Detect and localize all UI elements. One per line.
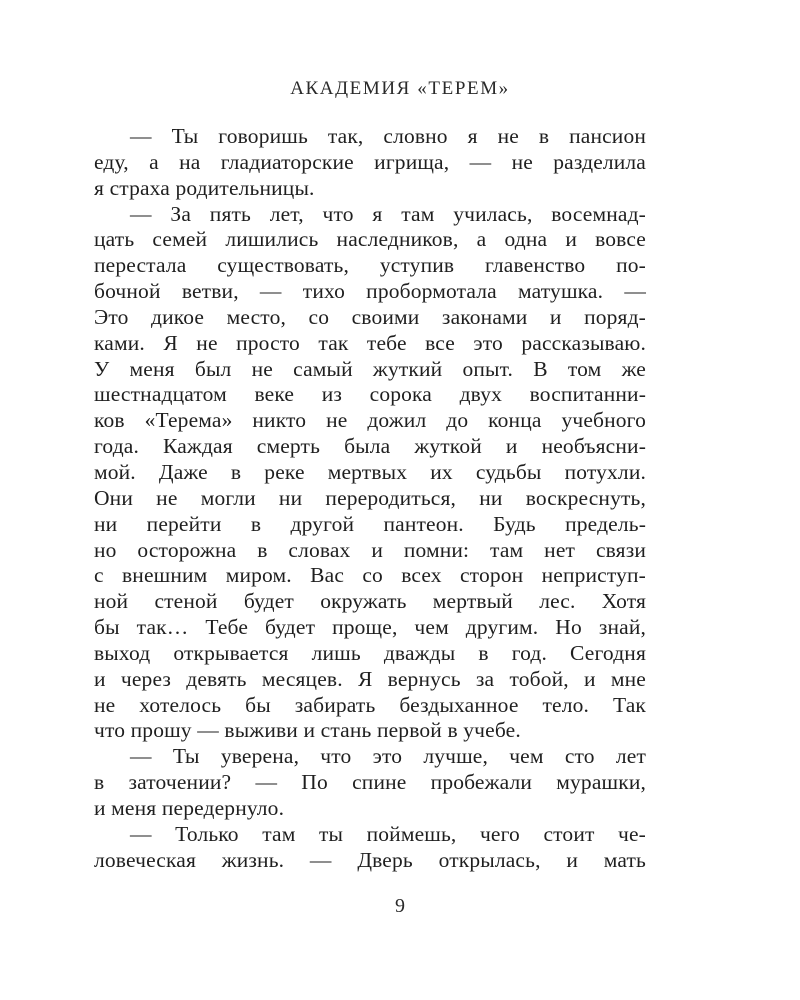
text-line: ни перейти в другой пантеон. Будь предель- [94,511,646,536]
text-line: — Ты говоришь так, словно я не в пансион [130,124,646,148]
text-line: — Только там ты поймешь, чего стоит че- [130,821,646,846]
text-line: цать семей лишились наследников, а одна и вовсе [94,227,646,252]
running-head: АКАДЕМИЯ «ТЕРЕМ» [290,78,510,99]
text-line: Это дикое место, со своими законами и поряд- [94,304,646,329]
text-line: мой. Даже в реке мертвых их судьбы потухли. [94,459,646,484]
text-line: в заточении? — По спине пробежали мурашки, [94,770,646,795]
text-line: — Ты уверена, что это лучше, чем сто лет [130,744,646,769]
text-line: выход открывается лишь дважды в год. Сегодня [94,640,646,665]
text-line: и через девять месяцев. Я вернусь за тобой, и мне [94,666,646,691]
text-line: и меня передернуло. [94,795,285,820]
text-line: перестала существовать, уступив главенство по- [94,253,646,278]
text-line: Они не могли ни переродиться, ни воскреснуть, [94,485,646,510]
text-line: что прошу — выживи и стань первой в учебе. [94,718,521,743]
text-line: шестнадцатом веке из сорока двух воспитанни- [94,382,646,407]
text-line: с внешним миром. Вас со всех сторон неприступ- [94,563,646,588]
text-line: ками. Я не просто так тебе все это рассказываю. [94,330,646,355]
text-line: У меня был не самый жуткий опыт. В том же [94,356,646,381]
text-line: еду, а на гладиаторские игрища, — не разделила [94,149,646,174]
text-line: ков «Терема» никто не дожил до конца учебного [94,408,646,433]
text-line: ной стеной будет окружать мертвый лес. Хотя [94,589,646,614]
text-line: бочной ветви, — тихо пробормотала матушка. — [94,279,646,304]
text-line: бы так… Тебе будет проще, чем другим. Но знай, [94,615,646,640]
text-line: ловеческая жизнь. — Дверь открылась, и мать [94,847,646,872]
page-number: 9 [395,895,405,917]
text-line: но осторожна в словах и помни: там нет связи [94,537,646,562]
body-text [94,124,646,873]
text-line: — За пять лет, что я там училась, восемнад- [130,201,646,226]
text-line: не хотелось бы забирать бездыханное тело. Так [94,692,646,717]
text-line: года. Каждая смерть была жуткой и необъясни- [94,434,646,459]
text-line: я страха родительницы. [94,175,315,200]
